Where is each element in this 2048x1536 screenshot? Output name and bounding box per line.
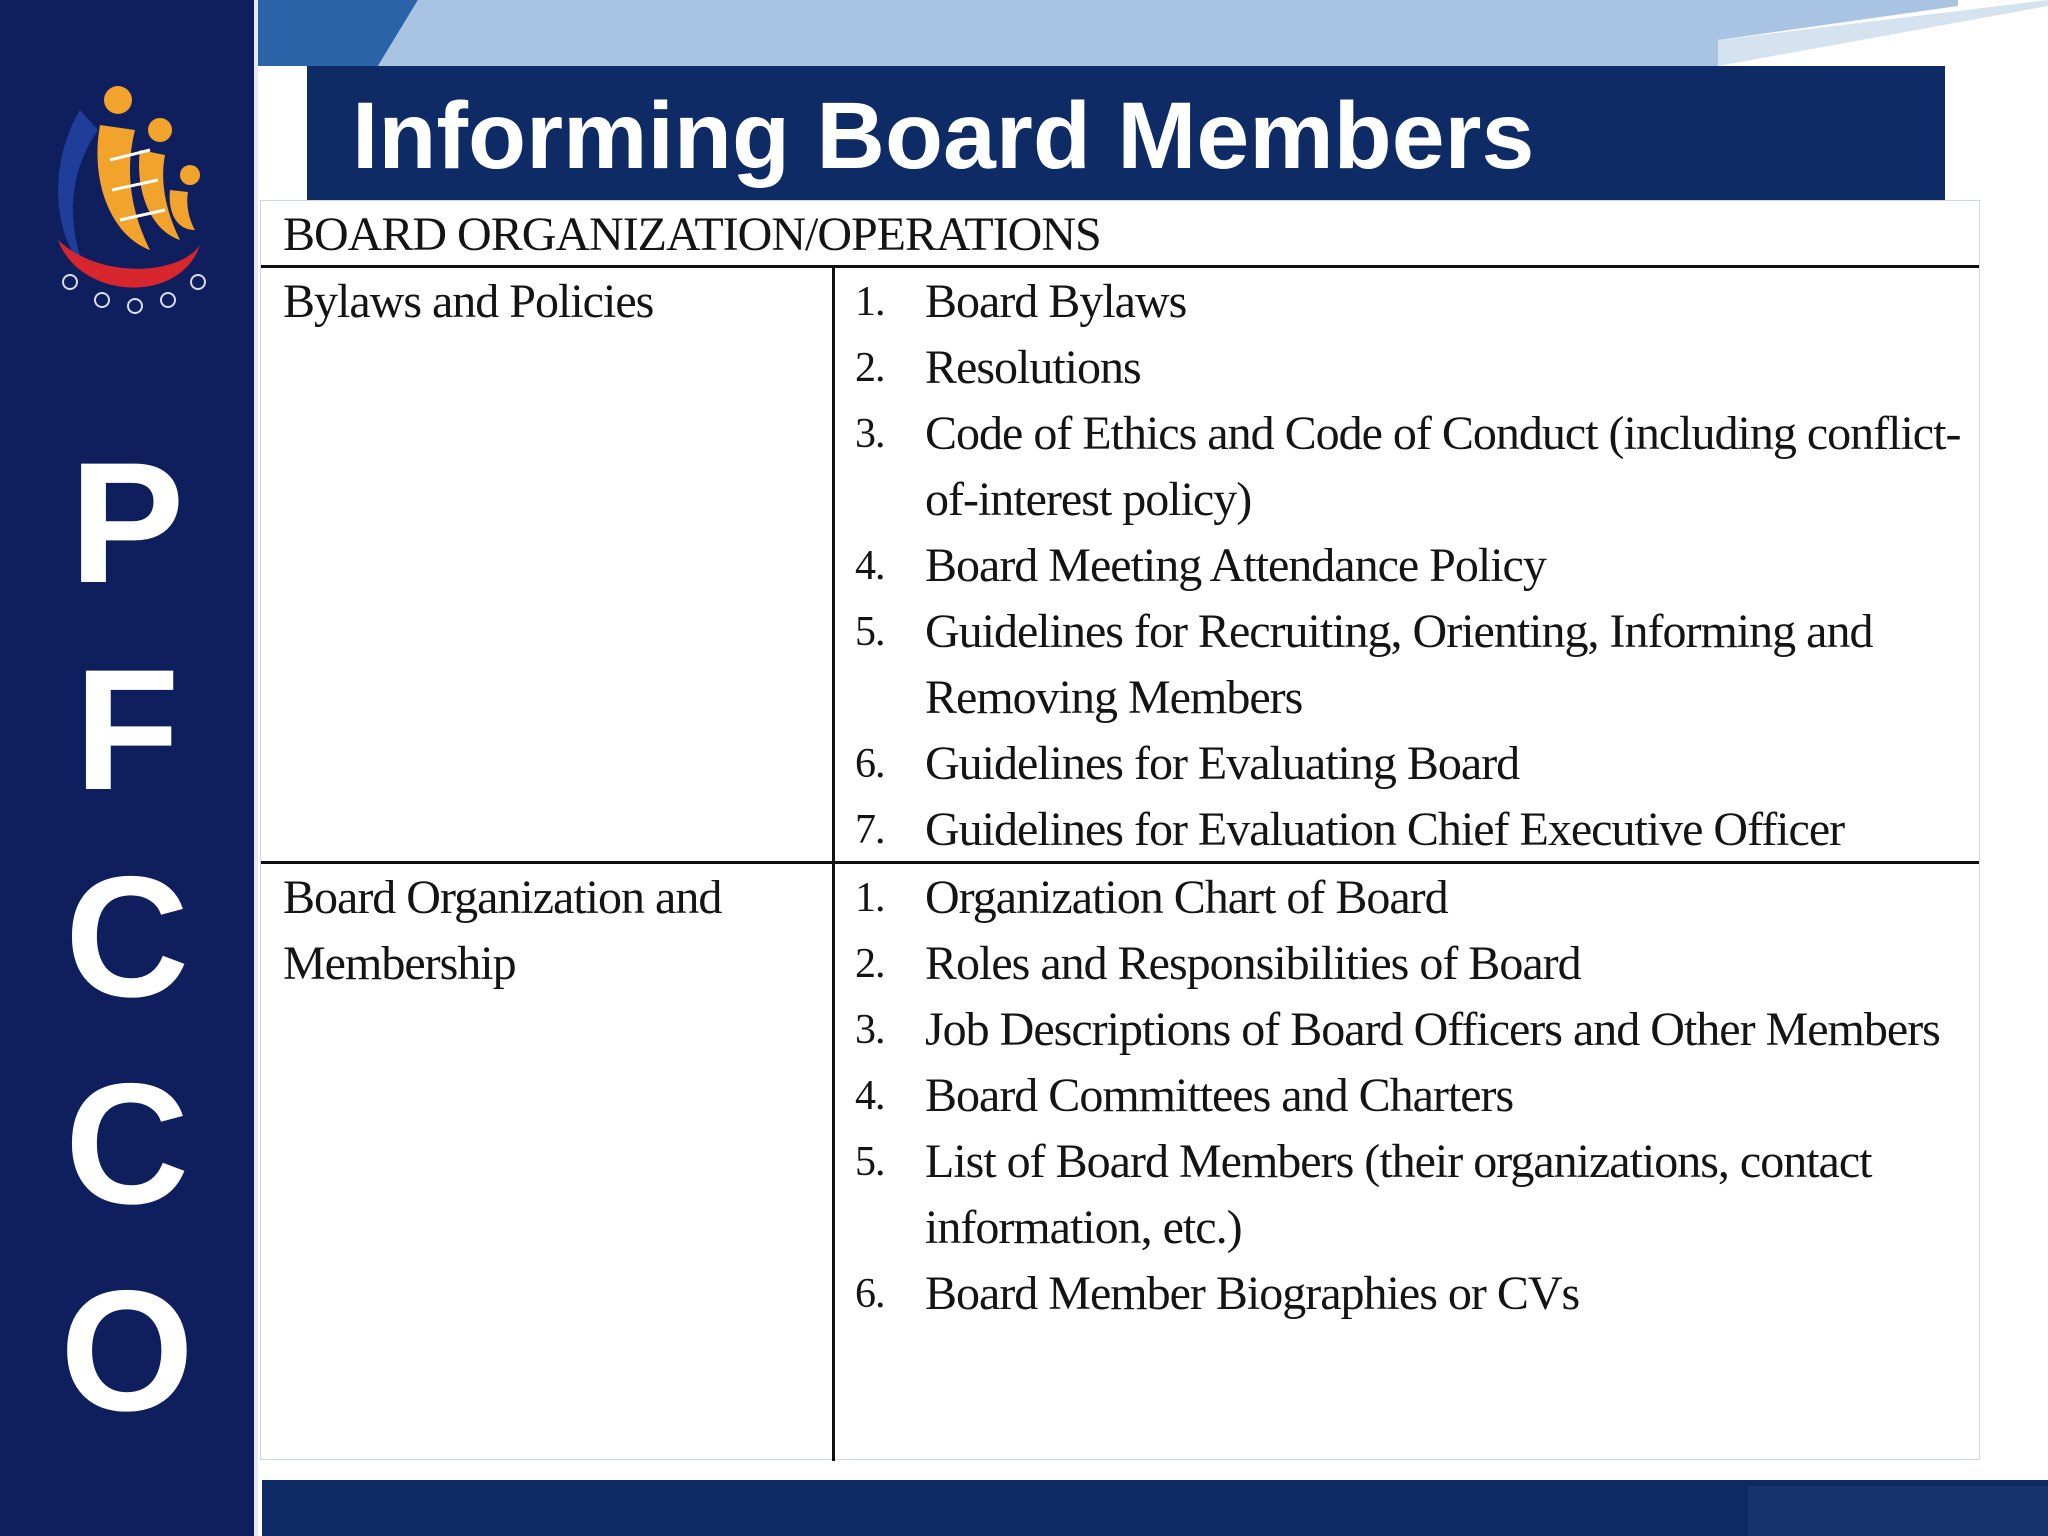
section-label-bylaws: Bylaws and Policies <box>283 275 654 328</box>
table-heading: BOARD ORGANIZATION/OPERATIONS <box>283 208 1101 261</box>
item-number: 3. <box>855 1007 885 1053</box>
item-text: Guidelines for Evaluating Board <box>925 737 1520 790</box>
top-decorative-band <box>258 0 2048 66</box>
bylaws-list <box>855 269 1965 863</box>
title-bar <box>307 66 1945 208</box>
item-number: 6. <box>855 741 885 787</box>
item-number: 1. <box>855 279 885 325</box>
sidebar-letter: P <box>69 427 185 619</box>
item-number: 7. <box>855 807 885 853</box>
list-item <box>855 997 1965 1063</box>
bottom-decorative-band <box>262 1480 2048 1536</box>
item-number: 4. <box>855 1073 885 1119</box>
item-text: Roles and Responsibilities of Board <box>925 937 1581 990</box>
list-item <box>855 931 1965 997</box>
item-number: 5. <box>855 609 885 655</box>
sidebar <box>0 0 258 1536</box>
item-text: Guidelines for Evaluation Chief Executive Officer <box>925 803 1845 856</box>
item-text: List of Board Members (their organizations, contact information, etc.) <box>925 1135 1872 1254</box>
board-table <box>260 200 1980 1460</box>
slide-title: Informing Board Members <box>352 83 1535 189</box>
table-divider <box>261 265 1979 268</box>
table-divider <box>261 861 1979 864</box>
sidebar-letter: C <box>64 841 190 1033</box>
item-number: 6. <box>855 1271 885 1317</box>
section-label-organization: Board Organization and Membership <box>283 871 722 990</box>
list-item <box>855 731 1965 797</box>
list-item <box>855 533 1965 599</box>
item-number: 3. <box>855 411 885 457</box>
item-text: Board Meeting Attendance Policy <box>925 539 1546 592</box>
list-item <box>855 1261 1965 1327</box>
list-item <box>855 797 1965 863</box>
sidebar-letters <box>0 420 254 1455</box>
item-number: 4. <box>855 543 885 589</box>
list-item <box>855 1129 1965 1261</box>
sidebar-letter: F <box>74 634 180 826</box>
item-text: Board Bylaws <box>925 275 1187 328</box>
item-number: 1. <box>855 875 885 921</box>
list-item <box>855 1063 1965 1129</box>
item-text: Job Descriptions of Board Officers and Other Members <box>925 1003 1940 1056</box>
bottom-band-accent <box>1748 1486 2048 1536</box>
sidebar-letter: C <box>64 1048 190 1240</box>
list-item <box>855 401 1965 533</box>
item-text: Guidelines for Recruiting, Orienting, Informing and Removing Members <box>925 605 1873 724</box>
item-number: 5. <box>855 1139 885 1185</box>
item-text: Code of Ethics and Code of Conduct (including conflict-of-interest policy) <box>925 407 1961 526</box>
item-text: Organization Chart of Board <box>925 871 1448 924</box>
list-item <box>855 865 1965 931</box>
organization-list <box>855 865 1965 1327</box>
list-item <box>855 599 1965 731</box>
list-item <box>855 335 1965 401</box>
item-text: Resolutions <box>925 341 1141 394</box>
item-number: 2. <box>855 345 885 391</box>
item-number: 2. <box>855 941 885 987</box>
list-item <box>855 269 1965 335</box>
item-text: Board Committees and Charters <box>925 1069 1514 1122</box>
pfcco-logo <box>40 70 220 330</box>
item-text: Board Member Biographies or CVs <box>925 1267 1580 1320</box>
sidebar-letter: O <box>60 1255 194 1447</box>
